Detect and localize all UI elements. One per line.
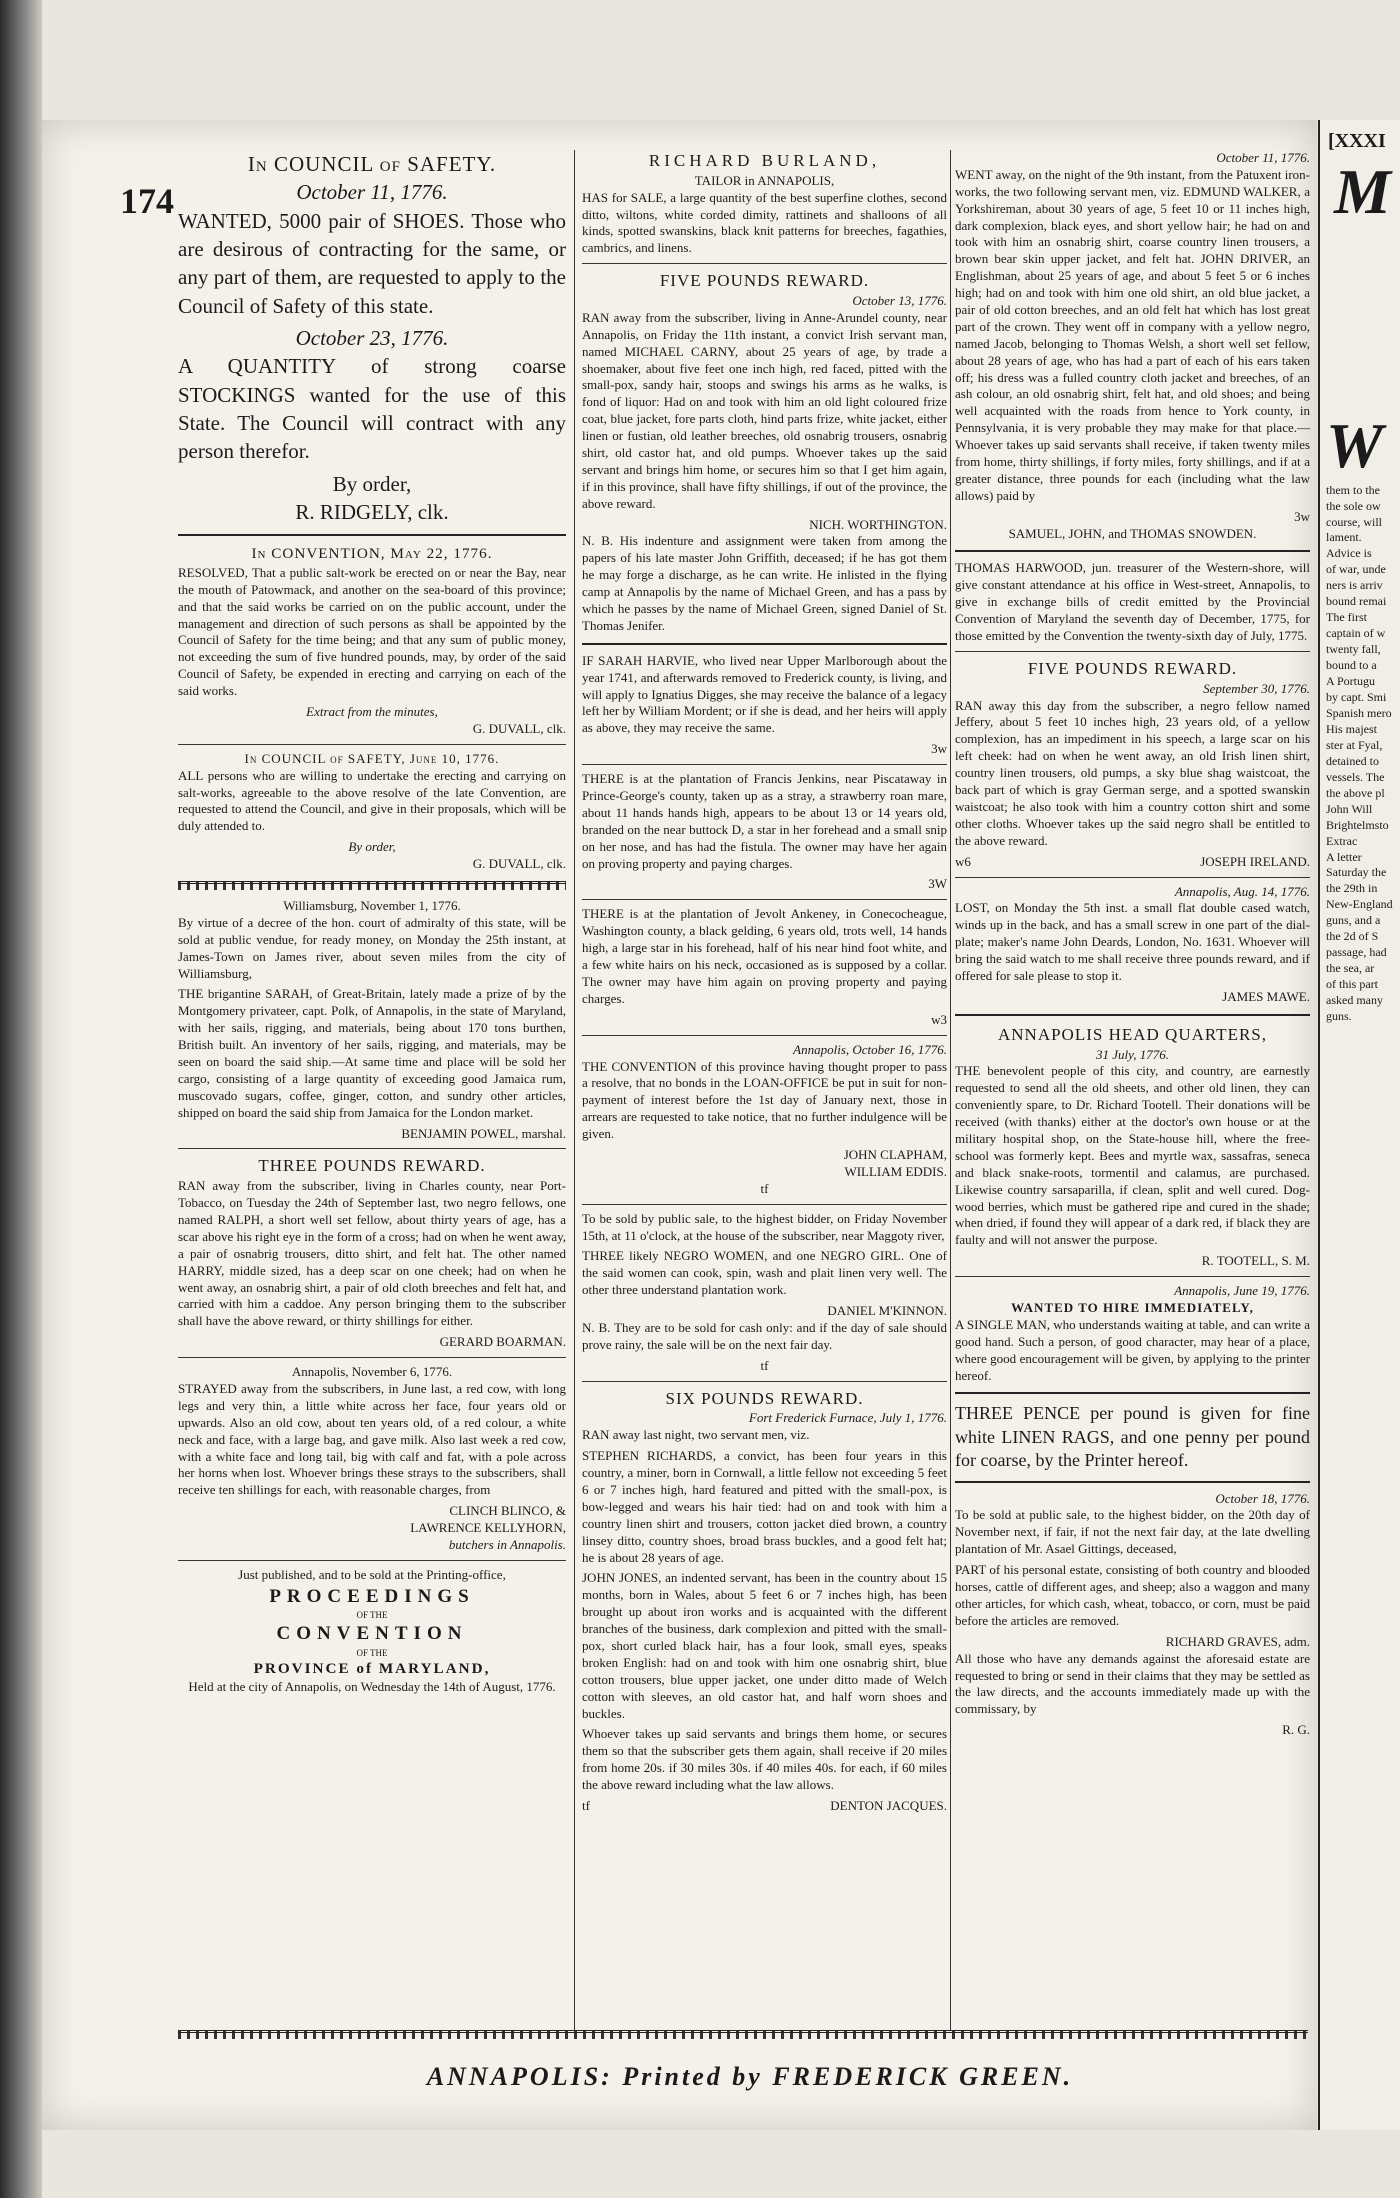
adjacent-text-line: of this part [1326,977,1378,992]
book-title-connector: OF THE [356,1610,388,1621]
sale-notice: To be sold by public sale, to the highest bidder, on Friday November 15th, at 11 o'clock, at the house of the subscriber, near Maggoty river, [582,1210,947,1243]
adjacent-text-line: His majest [1326,721,1377,736]
headquarters-heading: ANNAPOLIS HEAD QUARTERS, [997,1024,1267,1044]
adjacent-text-line: by capt. Smi [1326,689,1387,704]
adjacent-text-line: ster at Fyal, [1326,737,1383,752]
dateline: October 18, 1776. [1215,1490,1310,1506]
adjacent-text-line: ners is arriv [1326,578,1383,593]
reward-heading: SIX POUNDS REWARD. [665,1388,864,1408]
adjacent-text-line: bound to a [1326,658,1377,673]
runaway-ad: RAN away from the subscriber, living in Charles county, near Port-Tobacco, on Tuesday the 24th of September last, two negro fellows, one named RALPH, a short well set fellow, about thirty years of age, has a scar above his right eye in the form of a cross; had on when he went away, a pair of osnabrig trousers, ditto shirt, and felt hat. The other named HARRY, middle sized, has a deep scar on one cheek; had on when he went away, an osnabrig shirt, a pair of old cloth breeches and felt hat, and carried with him a caddoe. Any person bringing them to the subscriber shall have the above reward, or thirty shillings for either. [178,1178,566,1329]
book-title: CONVENTION [276,1623,468,1645]
reward-heading: FIVE POUNDS REWARD. [659,271,870,291]
ornament-divider [178,2030,1308,2039]
signature: GERARD BOARMAN. [439,1334,566,1350]
divider [955,651,1310,652]
divider [955,1392,1310,1394]
stockings-ad: A QUANTITY of strong coarse STOCKINGS wanted for the use of this State. The Council will contract with any person therefor. [178,354,566,464]
merchant-name: RICHARD BURLAND, [648,151,881,170]
treasurer-notice: THOMAS HARWOOD, jun. treasurer of the Western-shore, will give constant attendance at his office in West-street, Annapolis, to give in exchange bills of credit emitted by the Provincial Convention of Maryland the seventh day of December, 1775, for those emitted by the Convention the twenty-sixth day of July, 1775. [955,560,1310,644]
loan-office-notice: THE CONVENTION of this province having thought proper to pass a resolve, that no bonds in the LOAN-OFFICE be put in suit for non-payment of interest before the 1st day of January next, those in arrears are requested to take notice, that no further indulgence will be given. [582,1058,947,1142]
book-title-connector: OF THE [356,1647,388,1658]
runaway-ad: WENT away, on the night of the 9th instant, from the Patuxent iron-works, the two following servant men, viz. EDMUND WALKER, a Yorkshireman, about 30 years of age, 5 feet 10 or 11 inches high, dark complexion, black eyes, and short yellow hair; he had on and took with him an osnabrig shirt, coarse country linen trousers, a brown bear skin upper jacket, and felt hat. JOHN DRIVER, an Englishman, about 25 years of age, and about 5 feet 5 or 6 inches high; had on and took with him one old shirt, an old blue jacket, a pair of old cotton breeches, and an old felt hat which has lost great part of the crown. They went off in company with a yellow negro, named Jacob, belonging to Thomas Welsh, a short well set fellow, about 28 years of age, who has had a part of each of his ears taken off; his dress was a fulled country cloth jacket and breeches, of an ash colour, an old osnabrig shirt, felt hat, and old shoes; and being well acquainted with the roads from hence to York county, in Pennsylvania, it is very probable they may make for that place.—Whoever takes up said servants shall receive, if taken twenty miles from home, thirty shillings, if forty miles, forty shillings, and if at a greater distance, three pounds for each (including what the law allows) paid by [955,166,1310,503]
adjacent-text-line: guns. [1326,1009,1352,1024]
dateline: Annapolis, October 16, 1776. [793,1041,947,1057]
date: October 23, 1776. [295,326,449,351]
adjacent-text-line: Extrac [1326,833,1358,848]
estate-sale-details: PART of his personal estate, consisting of both country and blooded horses, cattle of different ages, and sheep; also a waggon and many other articles, for which cash, wheat, tobacco, or corn, must be paid before the articles are removed. [955,1562,1310,1628]
divider [178,1357,566,1358]
divider [178,1560,566,1561]
divider [582,263,947,264]
signature: R. RIDGELY, clk. [295,500,449,525]
reward-terms: Whoever takes up said servants and brings them home, or secures them so that the subscriber gets them again, shall receive if 20 miles from home 20s. if 30 miles 30s. if 40 miles 40s. for each, if 60 miles the above reward including what the law allows. [582,1726,947,1793]
council-heading: In COUNCIL of SAFETY, June 10, 1776. [244,750,500,766]
adjacent-text-line: Saturday the [1326,865,1387,880]
legacy-notice: IF SARAH HARVIE, who lived near Upper Marlborough about the year 1741, and afterwards removed to Frederick county, is living, and will apply to Ignatius Digges, she may receive the balance of a legacy left her by William Mordent; or if she is dead, and her heirs will apply as above, they may receive the same. [582,652,947,736]
adjacent-text-line: of war, unde [1326,562,1386,577]
adjacent-text-line: the above pl [1326,785,1385,800]
signature: NICH. WORTHINGTON. [809,516,947,532]
publication-note: Just published, and to be sold at the Printing-office, [238,1566,506,1582]
column-rule [950,150,951,2030]
signature: butchers in Annapolis. [448,1537,566,1553]
adjacent-text-line: lament. [1326,530,1362,545]
signature: SAMUEL, JOHN, and THOMAS SNOWDEN. [1008,525,1257,541]
divider [582,899,947,900]
dateline: Annapolis, June 19, 1776. [1174,1283,1310,1299]
merchant-title: TAILOR in ANNAPOLIS, [694,172,835,188]
divider [955,550,1310,552]
dateline: Annapolis, Aug. 14, 1776. [1174,883,1310,899]
column-3 [955,150,1310,1739]
resolution-text: RESOLVED, That a public salt-work be erected on or near the Bay, near the mouth of Patowmack, and another on the sea-board of this province; and that the said works be carried on on the public account, under the management and direction of such persons as shall be appointed by the Council of Safety for the time being; and that any sum of public money, not exceeding the sum of five hundred pounds, may, by order of the said Council of Safety, be expended in erecting and carrying on each of the said works. [178,564,566,699]
adjacent-text-line: asked many [1326,993,1383,1008]
adjacent-text-line: captain of w [1326,626,1386,641]
adjacent-text-line: A letter [1326,849,1362,864]
hire-ad: A SINGLE MAN, who understands waiting at table, and can write a good hand. Such a person, of good character, may hear of a place, where good encouragement will be given, by applying to the printer hereof. [955,1316,1310,1383]
adjacent-text-line: bound remai [1326,594,1387,609]
stray-notice: THERE is at the plantation of Jevolt Ankeney, in Conecocheague, Washington county, a black gelding, 6 years old, trots well, 14 hands high, a large star in his forehead, half of his near hind foot white, and a few white hairs on his neck, occasioned as is supposed by a collar. The owner may have him again on proving property and paying charges. [582,906,947,1006]
divider [955,1276,1310,1277]
book-title: PROCEEDINGS [269,1585,475,1607]
insertion-mark: tf [582,1798,590,1813]
council-heading: In COUNCIL of SAFETY. [247,152,497,176]
convention-heading: In CONVENTION, May 22, 1776. [251,545,493,563]
signature: R. TOOTELL, S. M. [1201,1253,1310,1269]
hospital-notice: THE benevolent people of this city, and country, are earnestly requested to send all the old sheets, and other old linen, they can conveniently spare, to Dr. Richard Tootell. Their donations will be received (with thanks) either at the doctor's own house or at the military hospital shop, on the State-house hill, where the free-school was formerly kept. Bees and myrtle wax, sassafras, seneca and black snake-roots, tormentil and calamus, are purchased. Likewise country sarsaparilla, if clean, split and well cured. Dog-wood berries, which must be gathered ripe and cured in the shade; when dried, if found they will appear of a dark red, if black they are faulty and will not answer the purpose. [955,1063,1310,1248]
adjacent-page-number: [XXXI [1328,130,1386,152]
adjacent-text-line: twenty fall, [1326,642,1381,657]
dateline: Fort Frederick Furnace, July 1, 1776. [748,1410,947,1426]
insertion-mark: w6 [955,853,971,869]
signature: WILLIAM EDDIS. [844,1163,947,1179]
ship-sale-ad: THE brigantine SARAH, of Great-Britain, lately made a prize of by the Montgomery privateer, capt. Polk, of Annapolis, in the state of Maryland, with her sails, rigging, and materials, being about 170 tons burthen, British built. An inventory of her sails, rigging, and materials, may be seen on board the said ship.—At same time and place will be sold her cargo, consisting of a large quantity of exceeding good Jamaica rum, muscovado sugars, coffee, ginger, cotton, and sundry other articles, shipped on board the said ship from Jamaica for the London market. [178,986,566,1120]
signature: BENJAMIN POWEL, marshal. [401,1125,566,1141]
adjacent-page-edge [1318,120,1400,2130]
runaway-ad: RAN away this day from the subscriber, a negro fellow named Jeffery, about 5 feet 10 inches high, 23 years old, of a yellow complexion, has an impediment in his speech, a large scar on his left cheek: had on when he went away, an old Irish linen shirt, country linen trousers, old pumps, a sky blue shag waistcoat, the back part of which is gray German serge, and a spotted swanskin waistcoat; he also took with him a country cotton shirt and some other cloths. Whoever takes up the said negro shall be entitled to the above reward. [955,697,1310,848]
adjacent-text-line: The first [1326,610,1367,625]
divider [582,1381,947,1382]
shoes-ad: WANTED, 5000 pair of SHOES. Those who are desirous of contracting for the same, or any part of them, are requested to apply to the Council of Safety of this state. [178,208,566,318]
signature-row [955,854,1310,871]
adjacent-text-line: John Will [1326,801,1373,816]
column-rule [574,150,575,2030]
divider [955,1014,1310,1016]
adjacent-text-line: them to the [1326,482,1380,497]
adjacent-text-line: course, will [1326,514,1382,529]
signature: RICHARD GRAVES, adm. [1165,1633,1310,1649]
adjacent-text-line: New-England [1326,897,1393,912]
insertion-mark: 3W [928,876,947,892]
divider [582,643,947,645]
dateline: Williamsburg, November 1, 1776. [283,897,461,913]
ornament-divider [178,881,566,890]
rags-ad: THREE PENCE per pound is given for fine white LINEN RAGS, and one penny per pound for coarse, by the Printer hereof. [955,1403,1310,1471]
signature: CLINCH BLINCO, & [449,1503,566,1519]
signature: JAMES MAWE. [1222,988,1310,1004]
page-number: 174 [120,181,174,221]
adjacent-text-line: Brightelmsto [1326,817,1389,832]
vendue-notice: By virtue of a decree of the hon. court of admiralty of this state, will be sold at public vendue, for ready money, on Monday the 25th instant, at James-Town on James river, about seven miles from the city of Williamsburg, [178,914,566,981]
nota-bene: N. B. They are to be sold for cash only: and if the day of sale should prove rainy, the sale will be on the next fair day. [582,1319,947,1352]
adjacent-masthead-letter: M [1334,155,1391,227]
book-subtitle: Held at the city of Annapolis, on Wednesday the 14th of August, 1776. [188,1679,556,1695]
divider [582,1204,947,1205]
insertion-mark: tf [760,1180,769,1196]
divider [955,877,1310,878]
adjacent-text-line: detained to [1326,753,1379,768]
dateline: October 13, 1776. [852,292,947,308]
extract-note: Extract from the minutes, [306,703,438,719]
adjacent-text-line: Advice is [1326,546,1372,561]
divider [178,1148,566,1149]
adjacent-text-lines [1326,483,1400,1025]
stray-notice: THERE is at the plantation of Francis Jenkins, near Piscataway in Prince-George's county, taken up as a stray, a strawberry roan mare, about 11 hands hands high, appears to be about 13 or 14 years old, branded on the near buttock D, a star in her forehead and a small snip on her nose, and has had the fistula. The owner may have her again on proving property and paying charges. [582,771,947,871]
signature: R. G. [1282,1722,1310,1738]
column-1 [178,150,566,1696]
dateline: Annapolis, November 6, 1776. [291,1364,453,1380]
lost-watch-ad: LOST, on Monday the 5th inst. a small flat double cased watch, winds up in the back, and has a small screw in one part of the dial-plate; maker's name John Deards, London, No. 1631. Whoever will bring the said watch to me shall receive three pounds reward, and if offered for sale please to stop it. [955,900,1310,983]
signature: DANIEL M'KINNON. [827,1303,947,1319]
signature-row [582,1798,947,1815]
signature: LAWRENCE KELLYHORN, [410,1520,566,1536]
adjacent-text-line: vessels. The [1326,769,1385,784]
runaway-description: STEPHEN RICHARDS, a convict, has been four years in this country, a miner, born in Cornwall, a little fellow not exceeding 5 feet 6 or 7 inches high, hard featured and pitted with the small-pox, is bow-legged and wears his hair tied: had on and took with him a country linen shirt and trousers, cotton jacket died brown, a country linsey ditto, country shoes, broad brass buckles, and a good felt hat; he is about 28 years of age. [582,1448,947,1565]
book-binding [0,0,42,2198]
by-order: By order, [332,471,412,496]
nota-bene: N. B. His indenture and assignment were taken from among the papers of his late master John Griffith, deceased; if he has got them he may forge a discharge, as he can write. He inlisted in the flying camp at Annapolis by the name of Michael Green, and has a pass by which he passes by the name of Michael Green, signed Daniel of St. Thomas Jenifer. [582,533,947,633]
insertion-mark: 3w [931,741,947,757]
runaway-intro: RAN away last night, two servant men, viz. [582,1427,810,1443]
reward-heading: THREE POUNDS REWARD. [258,1156,486,1176]
runaway-ad: RAN away from the subscriber, living in Anne-Arundel county, near Annapolis, on Friday the 11th instant, a convict Irish servant man, named MICHAEL CARNY, about 25 years of age, by trade a shoemaker, about five feet one inch high, red faced, pitted with the small-pox, sandy hair, stoops and swings his arms as he walks, is fond of liquor: Had on and took with him an old light coloured frize coat, blue jacket, fore parts cloth, hind parts frize, white jacket, either linen or fustian, old leather breeches, old osnabrig trousers, osnabrig shirt, old castor hat, and old pumps. Whoever takes up the said servant and brings him home, or secures him so that I get him again, if in this province, shall have fifty shillings, if out of the province, the above reward. [582,309,947,511]
signature: G. DUVALL, clk. [472,856,566,872]
book-title: PROVINCE of MARYLAND, [253,1659,491,1677]
strayed-ad: STRAYED away from the subscribers, in June last, a red cow, with long legs and very thin, a little white across her face, four years old or upwards. Also an old cow, about ten years old, of a red colour, a white neck and face, with a large bag, and gave milk. Also last week a red cow, with a white face and long tail, big with calf and fat, with a pole across her horns when lost. Whoever brings these strays to the subscribers, shall receive ten shillings for each, with reasonable charges, from [178,1381,566,1498]
divider [582,764,947,765]
adjacent-text-line: the sole ow [1326,498,1381,513]
claims-notice: All those who have any demands against the aforesaid estate are requested to bring or send in their claims that they may be settled as the law directs, and the accounts immediately made up with the commissary, by [955,1650,1310,1717]
signature: G. DUVALL, clk. [472,720,566,736]
divider [178,534,566,536]
adjacent-text-line: the 2d of S [1326,929,1379,944]
adjacent-text-line: passage, had [1326,945,1387,960]
sale-ad: THREE likely NEGRO WOMEN, and one NEGRO GIRL. One of the said women can cook, spin, wash and plait linen very well. The other three understand plantation work. [582,1248,947,1298]
adjacent-text-line: the sea, ar [1326,961,1375,976]
adjacent-text-line: the 29th in [1326,881,1378,896]
divider [582,1035,947,1036]
signature: JOHN CLAPHAM, [843,1146,947,1162]
hire-heading: WANTED TO HIRE IMMEDIATELY, [1011,1299,1254,1315]
divider [178,744,566,745]
dateline: 31 July, 1776. [1096,1046,1169,1062]
dateline: October 11, 1776. [1216,150,1310,165]
date: October 11, 1776. [296,180,448,205]
insertion-mark: tf [760,1357,769,1373]
insertion-mark: 3w [1294,508,1310,524]
divider [955,1481,1310,1483]
column-2 [582,150,947,1815]
printer-imprint: ANNAPOLIS: Printed by FREDERICK GREEN. [426,2062,1074,2091]
estate-sale-notice: To be sold at public sale, to the highest bidder, on the 20th day of November next, if fair, if not the next fair day, at the late dwelling plantation of Mr. Asael Gittings, deceased, [955,1507,1310,1557]
adjacent-dropcap: W [1326,409,1383,481]
adjacent-text-line: A Portugu [1326,674,1376,689]
reward-heading: FIVE POUNDS REWARD. [1027,658,1238,678]
dateline: September 30, 1776. [1203,680,1310,696]
runaway-description: JOHN JONES, an indented servant, has been in the country about 15 months, born in Wales, about 5 feet 6 or 7 inches high, has been brought up about iron works and is acquainted with the different branches of the business, dark complexion and pitted with the small-pox, short curled black hair, has a four look, small eyes, speaks broken English: had on and took with him one osnabrig shirt, blue cotton trousers, blue upper jacket, one under ditto made of Welch cotton with sleeves, an old castor hat, and half worn shoes and buckles. [582,1570,947,1721]
insertion-mark: w3 [931,1011,947,1027]
by-order: By order, [348,839,396,855]
adjacent-text-line: Spanish mero [1326,705,1392,720]
sale-ad: HAS for SALE, a large quantity of the best superfine clothes, second ditto, wiltons, white corded dimity, rattinets and shalloons of all kinds, spotted swanskins, black knit patterns for breeches, fagathies, cambrics, and linens. [582,189,947,256]
adjacent-text-line: guns, and a [1326,913,1381,928]
signature: JOSEPH IRELAND. [1200,853,1310,869]
signature: DENTON JACQUES. [830,1798,947,1813]
council-notice: ALL persons who are willing to undertake the erecting and carrying on salt-works, agreeable to the above resolve of the late Convention, are requested to attend the Council, and give in their proposals, which will be duly attended to. [178,767,566,834]
